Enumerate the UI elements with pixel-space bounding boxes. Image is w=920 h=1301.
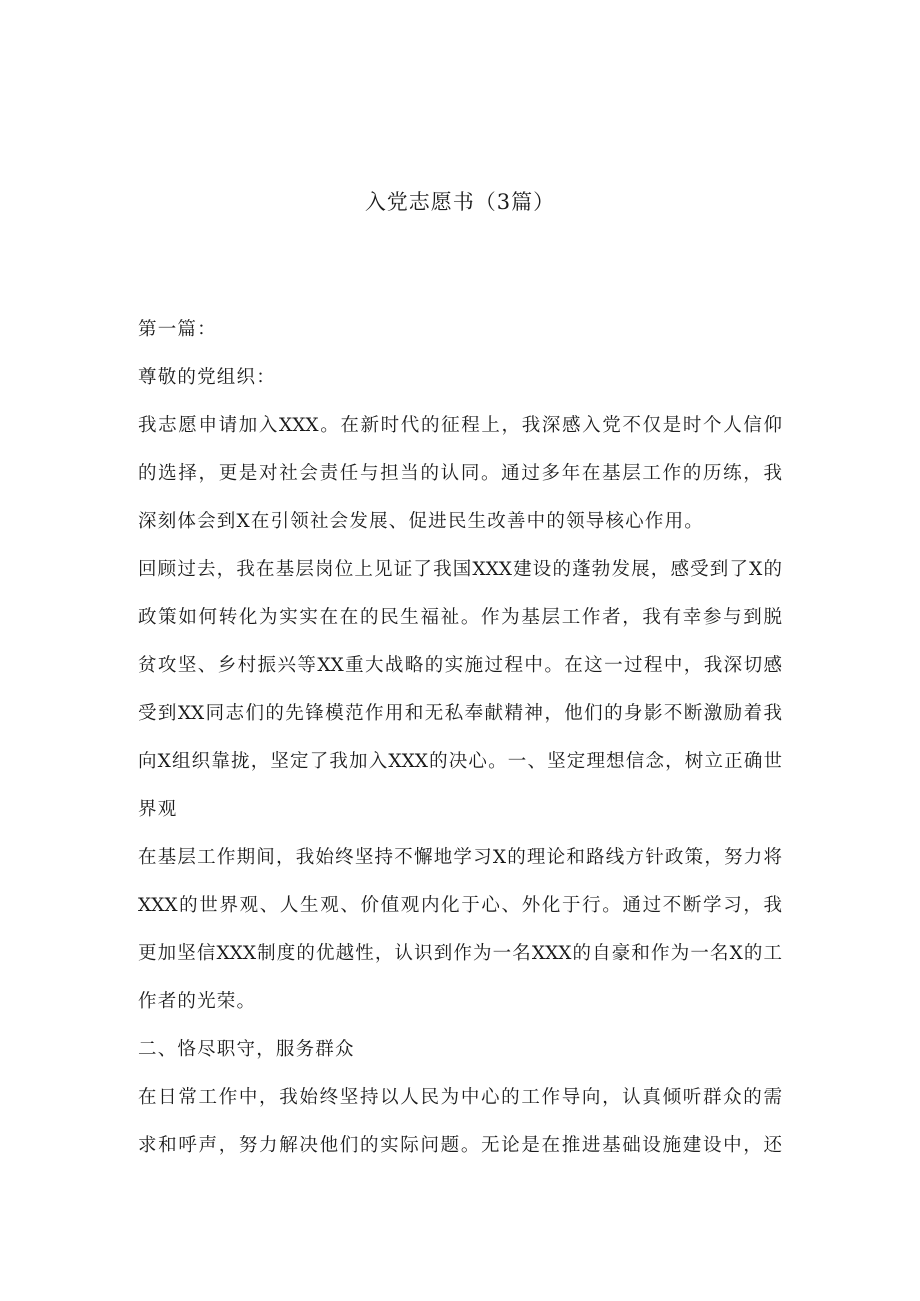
section-heading: 二、恪尽职守，服务群众 [138, 1039, 355, 1060]
body-line: 贫攻坚、乡村振兴等XX重大战略的实施过程中。在这一过程中，我深切感 [138, 655, 782, 676]
body-line: 回顾过去，我在基层岗位上见证了我国XXX建设的蓬勃发展，感受到了X的 [138, 559, 782, 580]
body-line: 更加坚信XXX制度的优越性，认识到作为一名XXX的自豪和作为一名X的工 [138, 943, 782, 964]
section-heading: 第一篇： [138, 319, 217, 340]
body-line: 在日常工作中，我始终坚持以人民为中心的工作导向，认真倾听群众的需 [138, 1087, 782, 1108]
body-line: 求和呼声，努力解决他们的实际问题。无论是在推进基础设施建设中，还 [138, 1135, 782, 1156]
body-line: 深刻体会到X在引领社会发展、促进民生改善中的领导核心作用。 [138, 511, 704, 532]
salutation: 尊敬的党组织： [138, 367, 276, 388]
body-line: 政策如何转化为实实在在的民生福祉。作为基层工作者，我有幸参与到脱 [138, 607, 782, 628]
body-line: 向X组织靠拢，坚定了我加入XXX的决心。一、坚定理想信念，树立正确世 [138, 751, 782, 772]
body-line: 在基层工作期间，我始终坚持不懈地学习X的理论和路线方针政策，努力将 [138, 847, 782, 868]
body-line: XXX的世界观、人生观、价值观内化于心、外化于行。通过不断学习，我 [138, 895, 782, 916]
body-line: 界观 [138, 799, 178, 820]
body-line: 受到XX同志们的先锋模范作用和无私奉献精神，他们的身影不断激励着我 [138, 703, 782, 724]
body-line: 我志愿申请加入XXX。在新时代的征程上，我深感入党不仅是时个人信仰 [138, 415, 782, 436]
body-line: 作者的光荣。 [138, 991, 257, 1012]
document-title: 入党志愿书（3篇） [364, 190, 556, 214]
body-line: 的选择，更是对社会责任与担当的认同。通过多年在基层工作的历练，我 [138, 463, 782, 484]
